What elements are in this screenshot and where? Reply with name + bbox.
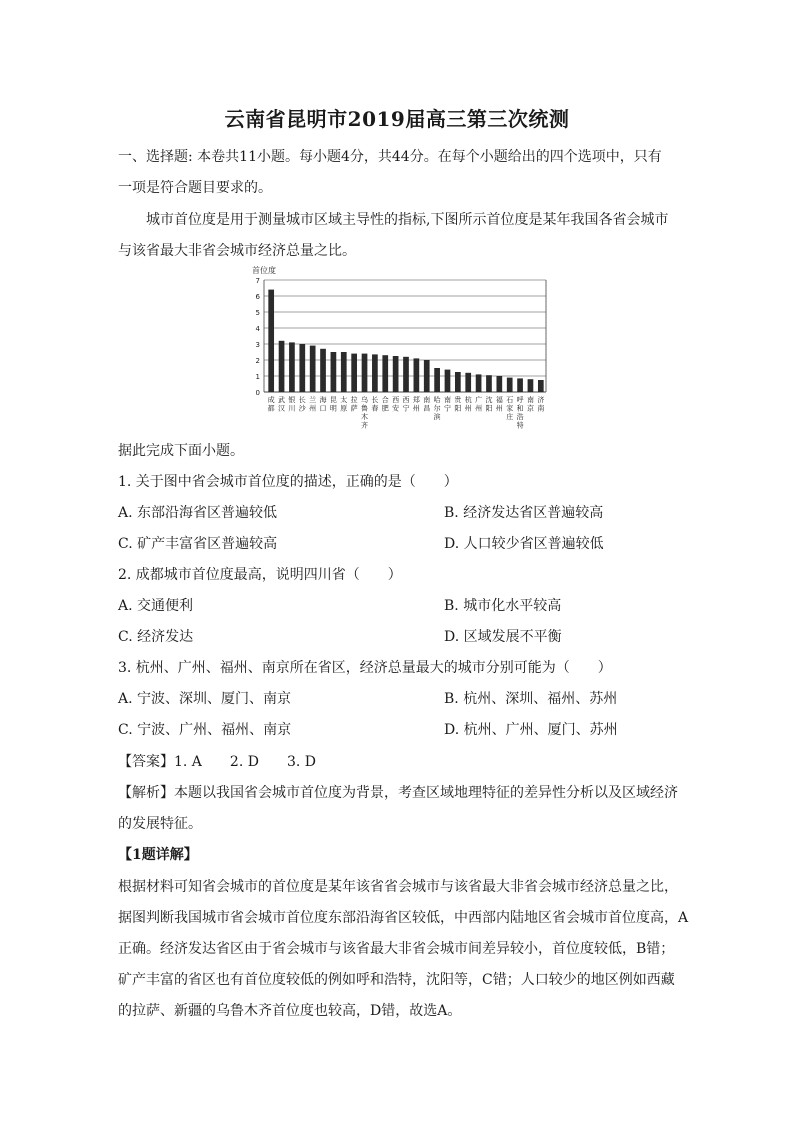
prompt-text: 据此完成下面小题。 xyxy=(118,443,244,459)
bar-西安 xyxy=(393,356,399,392)
x-label-沈阳-1: 阳 xyxy=(485,404,493,413)
bar-合肥 xyxy=(382,355,388,392)
x-label-太原-0: 太 xyxy=(340,396,348,404)
x-label-广州-1: 州 xyxy=(475,404,483,413)
x-label-乌鲁木齐-2: 木 xyxy=(361,413,369,421)
x-label-西安-0: 西 xyxy=(392,396,400,404)
chart-y-ticks xyxy=(256,277,261,397)
question-3-option-d: D. 杭州、广州、厦门、苏州 xyxy=(444,722,618,738)
x-label-昆明-1: 明 xyxy=(329,404,337,413)
bar-成都 xyxy=(268,290,274,392)
x-label-银川-1: 川 xyxy=(288,404,296,413)
question-1-stem: 1. 关于图中省会城市首位度的描述，正确的是（ ） xyxy=(118,474,458,490)
x-label-沈阳-0: 沈 xyxy=(485,396,493,404)
question-1-option-b: B. 经济发达省区普遍较高 xyxy=(444,505,604,521)
x-label-杭州-1: 州 xyxy=(464,404,472,413)
y-tick-2: 2 xyxy=(255,357,260,365)
x-label-呼和浩特-3: 特 xyxy=(516,421,524,430)
analysis-line2: 的发展特征。 xyxy=(118,816,202,832)
x-label-南昌-0: 南 xyxy=(423,396,431,404)
x-label-郑州-1: 州 xyxy=(412,404,420,413)
x-label-石家庄-0: 石 xyxy=(506,396,514,404)
x-label-拉萨-0: 拉 xyxy=(350,396,358,404)
question-1-option-c: C. 矿产丰富省区普遍较高 xyxy=(118,536,278,552)
section-intro-line1: 一、选择题: 本卷共11小题。每小题4分，共44分。在每个小题给出的四个选项中，只有 xyxy=(118,149,662,165)
x-label-银川-0: 银 xyxy=(288,396,296,404)
x-label-兰州-0: 兰 xyxy=(309,396,317,404)
x-label-广州-0: 广 xyxy=(475,396,483,404)
y-tick-5: 5 xyxy=(255,309,260,317)
x-label-石家庄-2: 庄 xyxy=(506,413,514,421)
bar-哈尔滨 xyxy=(434,368,440,392)
bar-杭州 xyxy=(465,373,471,392)
material-line1: 城市首位度是用于测量城市区域主导性的指标,下图所示首位度是某年我国各省会城市 xyxy=(146,212,669,228)
bar-武汉 xyxy=(279,341,285,392)
x-label-南昌-1: 昌 xyxy=(423,404,431,413)
x-label-呼和浩特-1: 和 xyxy=(516,404,524,413)
primacy-bar-chart xyxy=(250,262,550,430)
detail-line1: 根据材料可知省会城市的首位度是某年该省省会城市与该省最大非省会城市经济总量之比， xyxy=(118,879,678,895)
bar-兰州 xyxy=(310,346,316,392)
question-1-option-a: A. 东部沿海省区普遍较低 xyxy=(118,505,278,521)
question-3-stem: 3. 杭州、广州、福州、南京所在省区，经济总量最大的城市分别可能为（ ） xyxy=(118,660,612,676)
bar-南昌 xyxy=(424,360,430,392)
bar-拉萨 xyxy=(351,354,357,392)
x-label-兰州-1: 州 xyxy=(309,404,317,413)
x-label-杭州-0: 杭 xyxy=(464,396,472,404)
y-tick-4: 4 xyxy=(255,325,260,333)
chart-x-labels xyxy=(268,395,545,430)
bar-长沙 xyxy=(299,344,305,392)
y-tick-3: 3 xyxy=(255,341,260,349)
chart-ylabel: 首位度 xyxy=(252,266,276,275)
bar-西宁 xyxy=(403,357,409,392)
x-label-长春-0: 长 xyxy=(371,396,379,404)
bar-济南 xyxy=(538,380,544,392)
x-label-成都-1: 都 xyxy=(267,404,275,413)
bar-乌鲁木齐 xyxy=(362,354,368,392)
x-label-长春-1: 春 xyxy=(371,404,379,413)
x-label-成都-0: 成 xyxy=(267,396,275,404)
x-label-长沙-1: 沙 xyxy=(298,404,306,413)
question-1-option-d: D. 人口较少省区普遍较低 xyxy=(444,536,604,552)
x-label-石家庄-1: 家 xyxy=(506,404,514,413)
x-label-哈尔滨-1: 尔 xyxy=(433,404,441,413)
x-label-西宁-1: 宁 xyxy=(402,404,410,413)
bar-南宁 xyxy=(445,370,451,392)
y-tick-0: 0 xyxy=(255,389,260,397)
x-label-海口-1: 口 xyxy=(319,404,327,413)
bar-郑州 xyxy=(414,358,420,392)
x-label-南京-1: 京 xyxy=(526,404,534,413)
y-tick-1: 1 xyxy=(255,373,260,381)
bar-太原 xyxy=(341,352,347,392)
x-label-昆明-0: 昆 xyxy=(329,396,337,404)
bar-石家庄 xyxy=(507,378,513,392)
bar-沈阳 xyxy=(486,375,492,392)
bar-长春 xyxy=(372,354,378,392)
bar-贵阳 xyxy=(455,372,461,392)
detail-line3: 正确。经济发达省区由于省会城市与该省最大非省会城市间差异较小，首位度较低，B错； xyxy=(118,941,675,957)
question-3-option-a: A. 宁波、深圳、厦门、南京 xyxy=(118,691,292,707)
bar-广州 xyxy=(476,374,482,392)
question-2-option-a: A. 交通便利 xyxy=(118,598,194,614)
detail-line2: 据图判断我国城市省会城市首位度东部沿海省区较低，中西部内陆地区省会城市首位度高，A xyxy=(118,910,689,926)
x-label-贵阳-1: 阳 xyxy=(454,404,462,413)
material-line2: 与该省最大非省会城市经济总量之比。 xyxy=(118,243,356,259)
x-label-合肥-0: 合 xyxy=(381,396,389,404)
x-label-西宁-0: 西 xyxy=(402,396,410,404)
x-label-拉萨-1: 萨 xyxy=(350,404,358,413)
detail-heading: 【1题详解】 xyxy=(118,847,198,863)
x-label-乌鲁木齐-0: 乌 xyxy=(361,396,369,404)
x-label-南宁-0: 南 xyxy=(443,396,451,404)
x-label-乌鲁木齐-1: 鲁 xyxy=(361,404,369,413)
x-label-合肥-1: 肥 xyxy=(381,404,389,413)
x-label-太原-1: 原 xyxy=(340,404,348,413)
bar-海口 xyxy=(320,349,326,392)
x-label-郑州-0: 郑 xyxy=(412,396,420,404)
bar-呼和浩特 xyxy=(517,378,523,392)
exam-title: 云南省昆明市2019届高三第三次统测 xyxy=(224,107,570,131)
chart-bars xyxy=(268,290,543,392)
question-3-option-c: C. 宁波、广州、福州、南京 xyxy=(118,722,292,738)
question-3-option-b: B. 杭州、深圳、福州、苏州 xyxy=(444,691,618,707)
x-label-南京-0: 南 xyxy=(526,396,534,404)
x-label-乌鲁木齐-3: 齐 xyxy=(361,421,369,430)
x-label-呼和浩特-0: 呼 xyxy=(516,396,524,404)
analysis-line1: 【解析】本题以我国省会城市首位度为背景，考查区域地理特征的差异性分析以及区域经济 xyxy=(118,785,678,801)
answer-line: 【答案】1. A 2. D 3. D xyxy=(118,754,316,770)
y-tick-6: 6 xyxy=(255,293,260,301)
bar-南京 xyxy=(528,379,534,392)
x-label-武汉-0: 武 xyxy=(278,396,286,404)
x-label-福州-0: 福 xyxy=(495,396,503,404)
x-label-济南-1: 南 xyxy=(537,404,545,413)
question-2-option-d: D. 区域发展不平衡 xyxy=(444,629,562,645)
question-2-stem: 2. 成都城市首位度最高，说明四川省（ ） xyxy=(118,567,402,583)
x-label-福州-1: 州 xyxy=(495,404,503,413)
y-tick-7: 7 xyxy=(255,277,260,285)
bar-银川 xyxy=(289,342,295,392)
x-label-南宁-1: 宁 xyxy=(443,404,451,413)
x-label-西安-1: 安 xyxy=(392,404,400,413)
x-label-济南-0: 济 xyxy=(537,396,545,404)
question-2-option-b: B. 城市化水平较高 xyxy=(444,598,562,614)
x-label-哈尔滨-2: 滨 xyxy=(433,413,441,421)
section-intro-line2: 一项是符合题目要求的。 xyxy=(118,180,272,196)
bar-昆明 xyxy=(331,352,337,392)
bar-福州 xyxy=(496,376,502,392)
x-label-贵阳-0: 贵 xyxy=(454,396,462,404)
question-2-option-c: C. 经济发达 xyxy=(118,629,194,645)
detail-line5: 的拉萨、新疆的乌鲁木齐首位度也较高，D错，故选A。 xyxy=(118,1003,462,1019)
x-label-呼和浩特-2: 浩 xyxy=(516,413,524,421)
x-label-武汉-1: 汉 xyxy=(278,404,286,413)
detail-line4: 矿产丰富的省区也有首位度较低的例如呼和浩特，沈阳等，C错；人口较少的地区例如西藏 xyxy=(118,972,675,988)
x-label-长沙-0: 长 xyxy=(298,396,306,404)
x-label-海口-0: 海 xyxy=(319,396,327,404)
x-label-哈尔滨-0: 哈 xyxy=(433,396,441,404)
